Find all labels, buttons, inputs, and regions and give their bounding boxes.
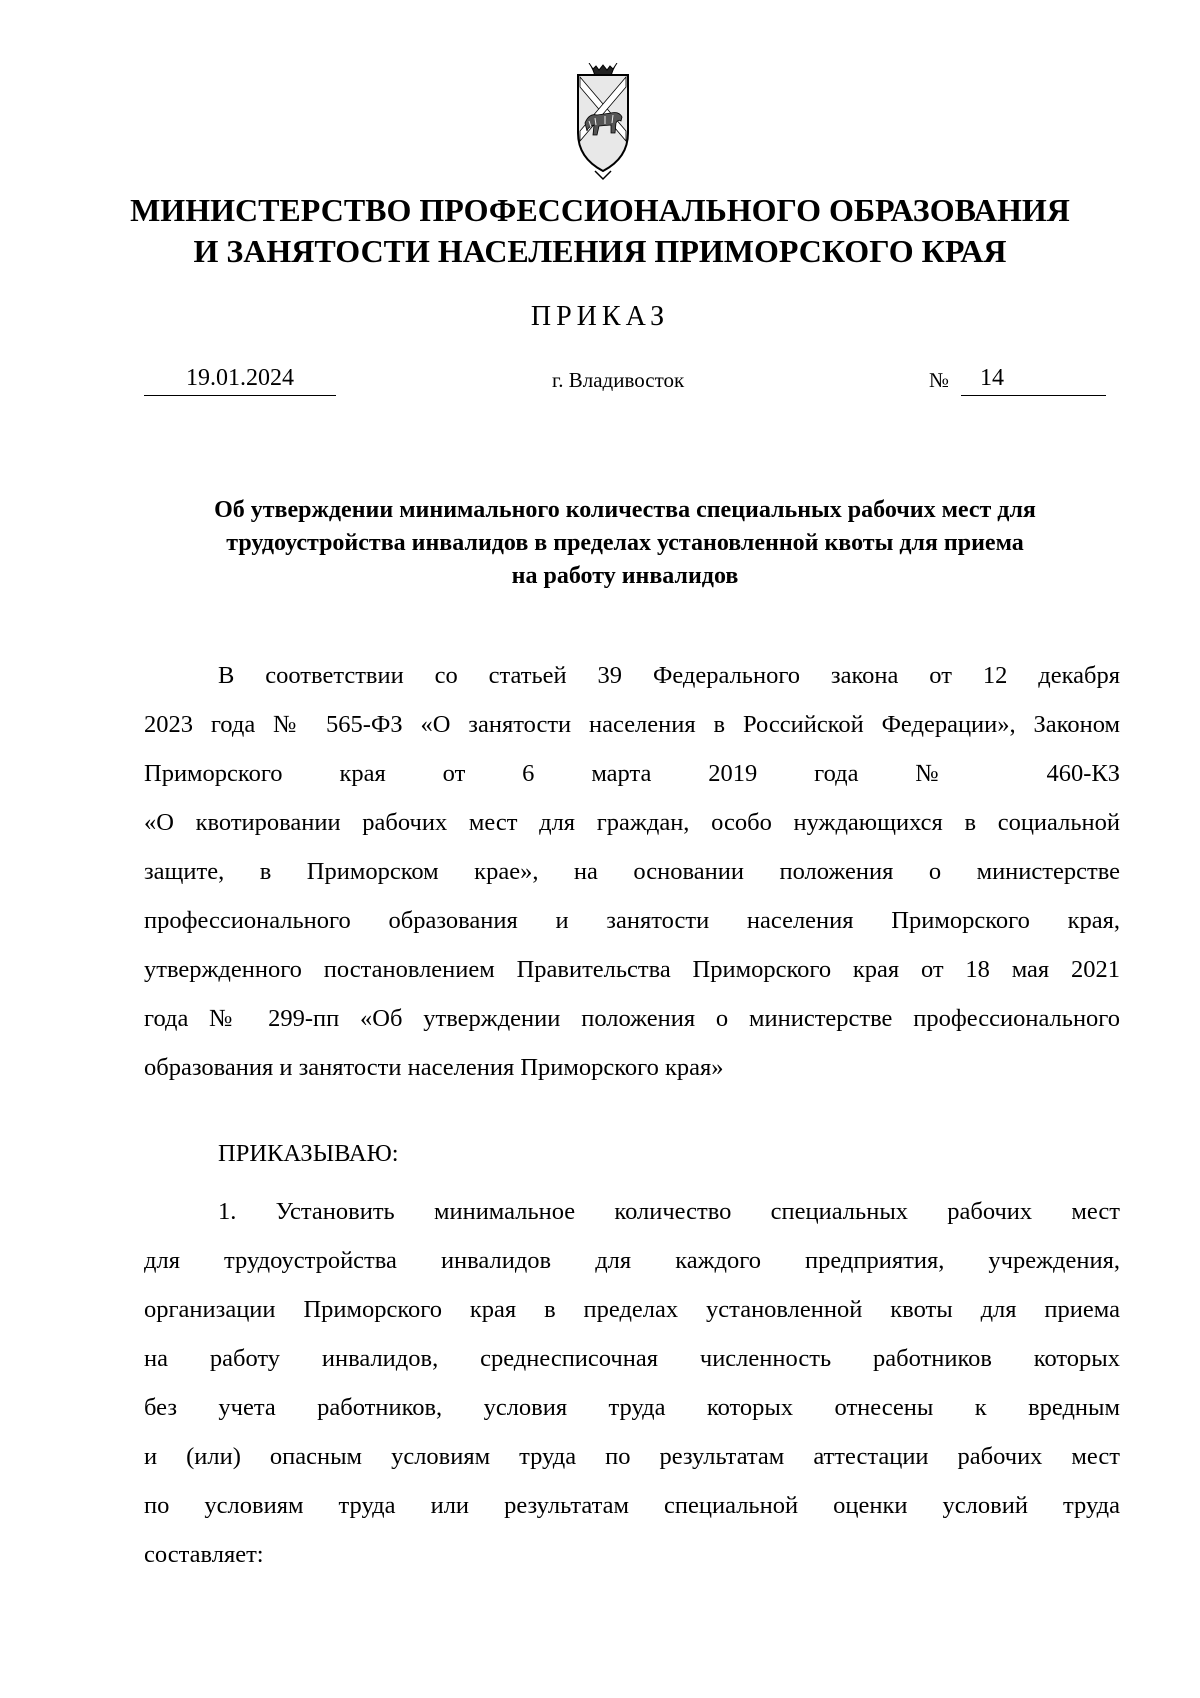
document-type: ПРИКАЗ [530, 301, 670, 332]
number-sign: № [929, 368, 950, 392]
order-city: г. Владивосток [552, 368, 685, 392]
paragraph-line: года № 299-пп «Об утверждении положения о министерстве профессионального [144, 1005, 1120, 1032]
paragraph-line: организации Приморского края в пределах установленной квоты для приема [144, 1296, 1120, 1323]
paragraph-line: составляет: [144, 1541, 264, 1568]
order-subject [130, 494, 1120, 593]
paragraph-line: профессионального образования и занятости населения Приморского края, [144, 907, 1120, 934]
paragraph-line: В соответствии со статьей 39 Федерального закона от 12 декабря [218, 662, 1120, 689]
coat-of-arms-icon [575, 63, 631, 181]
paragraph-line: и (или) опасным условиям труда по результатам аттестации рабочих мест [144, 1443, 1120, 1470]
paragraph-line: утвержденного постановлением Правительства Приморского края от 18 мая 2021 [144, 956, 1120, 983]
paragraph-line: 1. Установить минимальное количество специальных рабочих мест [218, 1198, 1120, 1225]
basis-paragraph [144, 651, 1120, 1092]
order-word-paragraph [144, 1129, 1120, 1178]
ministry-name-line-2: И ЗАНЯТОСТИ НАСЕЛЕНИЯ ПРИМОРСКОГО КРАЯ [193, 233, 1007, 269]
paragraph-line: 2023 года № 565-ФЗ «О занятости населения в Российской Федерации», Законом [144, 711, 1120, 738]
paragraph-line: Приморского края от 6 марта 2019 года № 460-КЗ [144, 760, 1120, 787]
paragraph-line: по условиям труда или результатам специальной оценки условий труда [144, 1492, 1120, 1519]
paragraph-line: для трудоустройства инвалидов для каждого предприятия, учреждения, [144, 1247, 1120, 1274]
ministry-name-line-1: МИНИСТЕРСТВО ПРОФЕССИОНАЛЬНОГО ОБРАЗОВАНИЯ [130, 192, 1070, 228]
order-date: 19.01.2024 [144, 363, 336, 396]
item-1-paragraph [144, 1187, 1120, 1579]
order-subject-line-1: Об утверждении минимального количества специальных рабочих мест для [214, 497, 1036, 523]
paragraph-line: «О квотировании рабочих мест для граждан, особо нуждающихся в социальной [144, 809, 1120, 836]
paragraph-line: защите, в Приморском крае», на основании положения о министерстве [144, 858, 1120, 885]
order-word: ПРИКАЗЫВАЮ: [218, 1140, 399, 1167]
order-subject-line-3: на работу инвалидов [511, 563, 739, 589]
paragraph-line: без учета работников, условия труда которых отнесены к вредным [144, 1394, 1120, 1421]
paragraph-line: образования и занятости населения Приморского края» [144, 1054, 724, 1081]
ministry-name [80, 190, 1120, 272]
order-number: 14 [980, 365, 1004, 391]
order-subject-line-2: трудоустройства инвалидов в пределах установленной квоты для приема [226, 530, 1024, 556]
paragraph-line: на работу инвалидов, среднесписочная численность работников которых [144, 1345, 1120, 1372]
order-number-field [961, 363, 1106, 396]
